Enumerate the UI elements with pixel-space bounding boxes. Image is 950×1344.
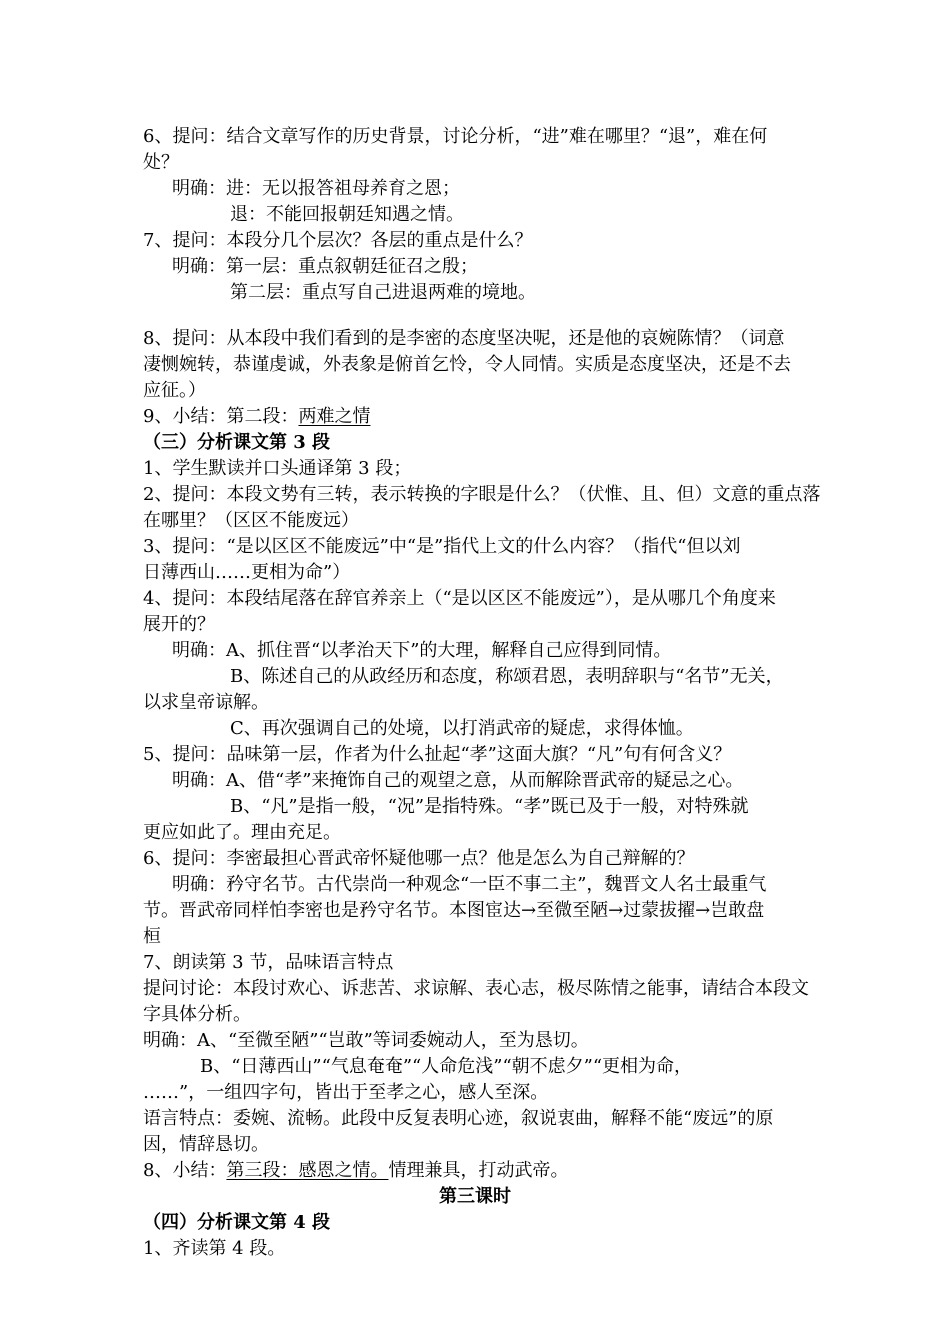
text-line: 明确：A、“至微至陋”“岂敢”等词委婉动人，至为恳切。 bbox=[143, 1030, 589, 1051]
text-line: 日薄西山……更相为命”） bbox=[143, 562, 351, 583]
summary-tail: 情理兼具，打动武帝。 bbox=[388, 1160, 569, 1181]
summary-line bbox=[143, 404, 370, 430]
section-heading: （四）分析课文第 4 段 bbox=[143, 1212, 331, 1233]
text-line: 凄恻婉转，恭谨虔诚，外表象是俯首乞怜，令人同情。实质是态度坚决，还是不去 bbox=[143, 354, 791, 375]
text-line: 1、学生默读并口头通译第 3 段； bbox=[143, 458, 412, 479]
text-line: 以求皇帝谅解。 bbox=[143, 692, 269, 713]
text-line: 明确：第一层：重点叙朝廷征召之殷； bbox=[172, 256, 478, 277]
text-line: 明确：A、抓住晋“以孝治天下”的大理，解释自己应得到同情。 bbox=[172, 640, 672, 661]
text-line: 明确：矜守名节。古代崇尚一种观念“一臣不事二主”，魏晋文人名士最重气 bbox=[172, 874, 767, 895]
text-line: 4、提问：本段结尾落在辞官养亲上（“是以区区不能废远”），是从哪几个角度来 bbox=[143, 588, 776, 609]
lesson-heading: 第三课时 bbox=[439, 1186, 511, 1207]
section-heading: （三）分析课文第 3 段 bbox=[143, 432, 331, 453]
text-line: 节。晋武帝同样怕李密也是矜守名节。本图宦达→至微至陋→过蒙拔擢→岂敢盘 bbox=[143, 900, 765, 921]
text-line: 明确：A、借“孝”来掩饰自己的观望之意，从而解除晋武帝的疑忌之心。 bbox=[172, 770, 744, 791]
text-line: 8、提问：从本段中我们看到的是李密的态度坚决呢，还是他的哀婉陈情？（词意 bbox=[143, 328, 785, 349]
text-line: 因，情辞恳切。 bbox=[143, 1134, 269, 1155]
underlined-summary: 第三段：感恩之情。 bbox=[226, 1160, 389, 1181]
text-line: B、“日薄西山”“气息奄奄”“人命危浅”“朝不虑夕”“更相为命， bbox=[200, 1056, 693, 1077]
summary-label: 8、小结： bbox=[143, 1160, 227, 1181]
text-line: 桓 bbox=[143, 926, 161, 947]
text-line: 第二层：重点写自己进退两难的境地。 bbox=[230, 282, 536, 303]
text-line: ……”，一组四字句，皆出于至孝之心，感人至深。 bbox=[143, 1082, 549, 1103]
text-line: 更应如此了。理由充足。 bbox=[143, 822, 341, 843]
text-line: 6、提问：李密最担心晋武帝怀疑他哪一点？他是怎么为自己辩解的？ bbox=[143, 848, 695, 869]
text-line: 1、齐读第 4 段。 bbox=[143, 1238, 286, 1259]
text-line: 展开的？ bbox=[143, 614, 215, 635]
text-line: 提问讨论：本段讨欢心、诉悲苦、求谅解、表心志，极尽陈情之能事，请结合本段文 bbox=[143, 978, 809, 999]
text-line: 7、朗读第 3 节，品味语言特点 bbox=[143, 952, 394, 973]
text-line: 6、提问：结合文章写作的历史背景，讨论分析，“进”难在哪里？“退”，难在何 bbox=[143, 126, 768, 147]
text-line: 7、提问：本段分几个层次？各层的重点是什么？ bbox=[143, 230, 533, 251]
text-line: 应征。） bbox=[143, 380, 206, 401]
text-line: 退：不能回报朝廷知遇之情。 bbox=[230, 204, 464, 225]
text-line: 2、提问：本段文势有三转，表示转换的字眼是什么？（伏惟、且、但）文意的重点落 bbox=[143, 484, 821, 505]
text-line: 语言特点：委婉、流畅。此段中反复表明心迹，叙说衷曲，解释不能“废远”的原 bbox=[143, 1108, 774, 1129]
summary-line bbox=[143, 1158, 568, 1184]
text-line: 处？ bbox=[143, 152, 179, 173]
text-line: B、“凡”是指一般，“况”是指特殊。“孝”既已及于一般，对特殊就 bbox=[230, 796, 749, 817]
text-line: 5、提问：品味第一层，作者为什么扯起“孝”这面大旗？“凡”句有何含义？ bbox=[143, 744, 732, 765]
summary-label: 9、小结：第二段： bbox=[143, 406, 299, 427]
text-line: 在哪里？（区区不能废远） bbox=[143, 510, 359, 531]
text-line: C、再次强调自己的处境，以打消武帝的疑虑，求得体恤。 bbox=[230, 718, 694, 739]
text-line: B、陈述自己的从政经历和态度，称颂君恩，表明辞职与“名节”无关， bbox=[230, 666, 784, 687]
text-line: 字具体分析。 bbox=[143, 1004, 251, 1025]
text-line: 3、提问：“是以区区不能废远”中“是”指代上文的什么内容？（指代“但以刘 bbox=[143, 536, 741, 557]
underlined-summary: 两难之情 bbox=[298, 406, 371, 427]
text-line: 明确：进：无以报答祖母养育之恩； bbox=[172, 178, 460, 199]
